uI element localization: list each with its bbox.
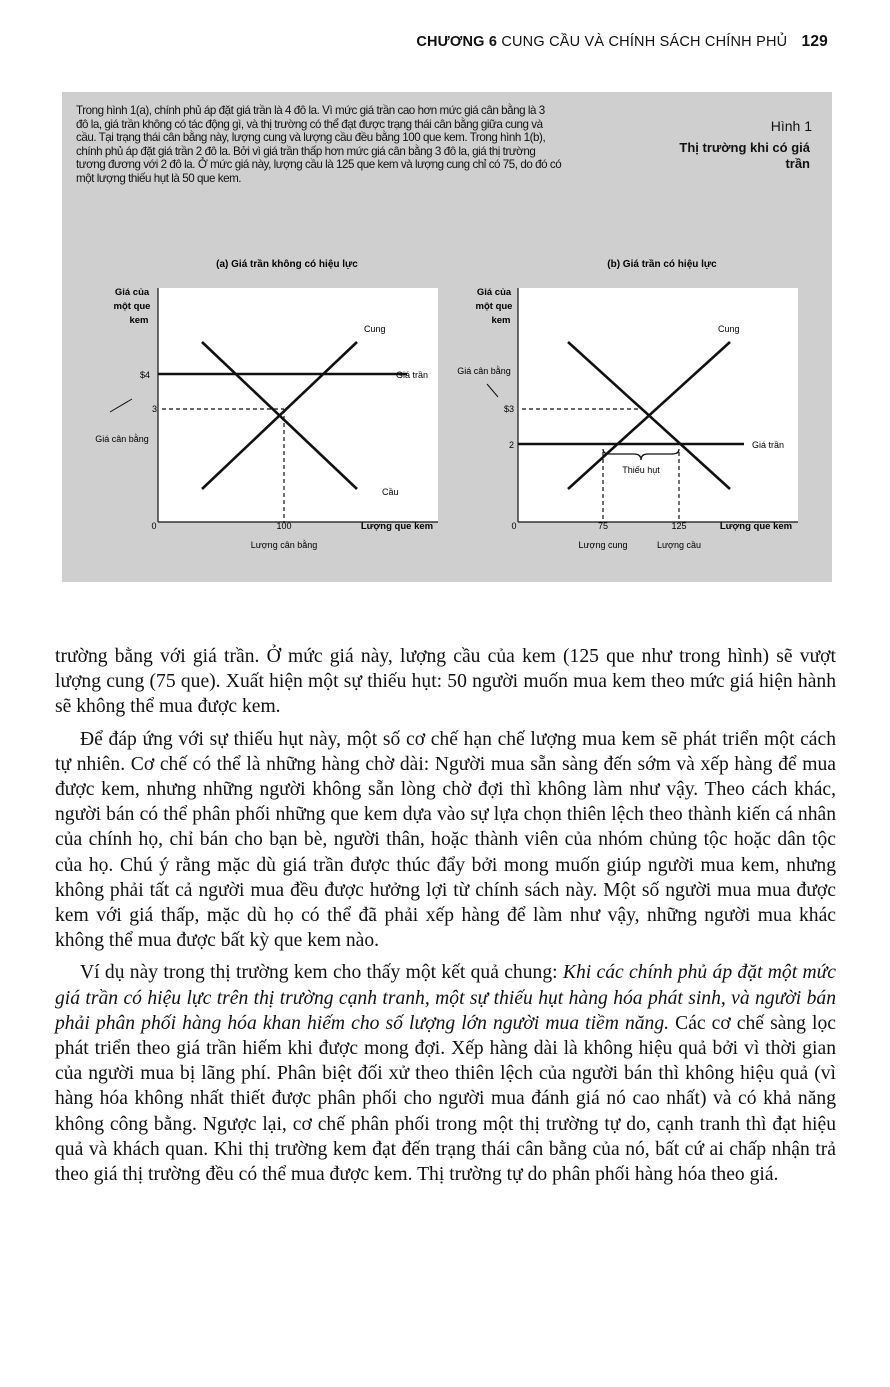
chart-b-plot-area — [518, 288, 798, 522]
chart-b-xtick-0: 0 — [511, 521, 517, 531]
chart-b-supply-label: Cung — [718, 324, 740, 334]
paragraph-1: trường bằng với giá trần. Ở mức giá này, lượng cầu của kem (125 que như trong hình) sẽ vượt lượng cung (75 que). Xuất hiện một sự thiếu hụt: 50 người muốn mua kem theo mức giá hiện hành sẽ không thể mua được kem. — [55, 646, 836, 718]
chart-a-ytick-4: $4 — [139, 370, 150, 380]
chart-b-qs-label: Lượng cung — [578, 540, 628, 550]
chart-b-ylabel-3: kem — [491, 315, 511, 326]
paragraph-3 — [55, 960, 836, 1187]
chapter-number: CHƯƠNG 6 — [416, 34, 498, 50]
paragraph-3-start: Ví dụ này trong thị trường kem cho thấy một kết quả chung: — [80, 962, 563, 984]
paragraph-3-end: Các cơ chế sàng lọc phát triển theo giá trần hiếm khi được mong đợi. Xếp hàng dài là không hiệu quả bởi vì thời gian của người mua bị lãng phí. Phân biệt đối xử theo thiên lệch của người bán thì không hiệu quả (vì hàng hóa không nhất thiết được phân phối cho người mua đánh giá nó cao nhất) và có khả năng không công bằng. Ngược lại, cơ chế phân phối trong một thị trường tự do, cạnh tranh thì đạt hiệu quả và khách quan. Khi thị trường kem đạt đến trạng thái cân bằng của nó, bất cứ ai chấp nhận trả theo giá thị trường đều có thể mua được kem. Thị trường tự do phân phối hàng hóa theo giá. — [55, 1012, 836, 1186]
chart-a-xtick-100: 100 — [276, 521, 292, 531]
chart-a-ylabel-3: kem — [129, 315, 149, 326]
chart-b-xtick-75: 75 — [597, 521, 609, 531]
chart-b-title: (b) Giá trần có hiệu lực — [607, 259, 717, 270]
chart-a-title: (a) Giá trần không có hiệu lực — [216, 259, 358, 270]
page-header — [416, 33, 828, 51]
chart-b-xtick-125: 125 — [671, 521, 687, 531]
body-text — [55, 644, 836, 1194]
page-number: 129 — [801, 33, 828, 50]
chart-a-eq-qty-label: Lượng cân bằng — [250, 540, 318, 550]
chart-a-xlabel: Lượng que kem — [360, 521, 434, 532]
figure-panel — [62, 92, 832, 582]
figure-title: Thị trường khi có giá trần — [679, 140, 810, 171]
chart-b-shortage-label: Thiếu hụt — [622, 465, 660, 475]
chart-b-xlabel: Lượng que kem — [719, 521, 793, 532]
chart-b-eq-pointer — [487, 384, 498, 397]
chart-a-demand-label: Cầu — [382, 487, 399, 497]
chart-b-qd-label: Lượng cầu — [657, 540, 701, 550]
chart-b-ylabel-1: Giá của — [476, 287, 512, 298]
chart-b-eq-price-label: Giá cân bằng — [457, 366, 511, 376]
chart-a-xtick-0: 0 — [151, 521, 157, 531]
chart-a-ytick-3: 3 — [151, 404, 157, 414]
figure-charts — [62, 92, 832, 582]
chart-a-ceiling-label: Giá trần — [396, 370, 429, 380]
chart-b-ylabel-2: một que — [475, 301, 513, 312]
chart-a-ylabel-2: một que — [113, 301, 151, 312]
figure-number: Hình 1 — [770, 118, 812, 134]
chart-b-ytick-3: $3 — [503, 404, 514, 414]
figure-caption: Trong hình 1(a), chính phủ áp đặt giá trần là 4 đô la. Vì mức giá trần cao hơn mức giá cân bằng là 3 đô la, giá trần không có tác động gì, và thị trường có thể đạt được trạng thái cân bằng giữa cung và cầu. Tại trạng thái cân bằng này, lượng cung và lượng cầu đều bằng 100 que kem. Trong hình 1(b), chính phủ áp đặt giá trần 2 đô la. Bởi vì giá trần thấp hơn mức giá cân bằng 3 đô la, giá thị trường tương đương với 2 đô la. Ở mức giá này, lượng cầu là 125 que kem và lượng cung chỉ có 75, do đó có một lượng thiếu hụt là 50 que kem. — [76, 104, 562, 185]
chart-a-supply-label: Cung — [364, 324, 386, 334]
paragraph-2: Để đáp ứng với sự thiếu hụt này, một số cơ chế hạn chế lượng mua kem sẽ phát triển một cách tự nhiên. Cơ chế có thể là những hàng chờ dài: Người mua sẵn sàng đến sớm và xếp hàng để mua được kem, nhưng những người không sẵn lòng chờ đợi thì không làm như vậy. Theo cách khác, người bán có thể phân phối những que kem dựa vào sự lựa chọn thiên lệch theo thành kiến cá nhân của chính họ, chỉ bán cho bạn bè, người thân, hoặc thành viên của nhóm chủng tộc hoặc dân tộc của họ. Chú ý rằng mặc dù giá trần được thúc đẩy bởi mong muốn giúp người mua kem, nhưng không phải tất cả người mua đều được hưởng lợi từ chính sách này. Một số người mua mua được kem với giá thấp, mặc dù họ có thể đã phải xếp hàng để làm như vậy, những người mua khác không thể mua được bất kỳ que kem nào. — [55, 728, 836, 952]
chart-b-ceiling-label: Giá trần — [752, 440, 785, 450]
paragraph-3-italic: Khi các chính phủ áp đặt một mức giá trần có hiệu lực trên thị trường cạnh tranh, một sự thiếu hụt hàng hóa phát sinh, và người bán phải phân phối hàng hóa khan hiếm cho số lượng lớn người mua tiềm năng. — [55, 962, 837, 1034]
chart-a-ylabel-1: Giá của — [114, 287, 150, 298]
chart-b-ytick-2: 2 — [508, 440, 514, 450]
chapter-title: CUNG CẦU VÀ CHÍNH SÁCH CHÍNH PHỦ — [501, 34, 788, 50]
chart-a-eq-price-label: Giá cân bằng — [95, 434, 149, 444]
chart-a-eq-pointer — [110, 399, 132, 412]
